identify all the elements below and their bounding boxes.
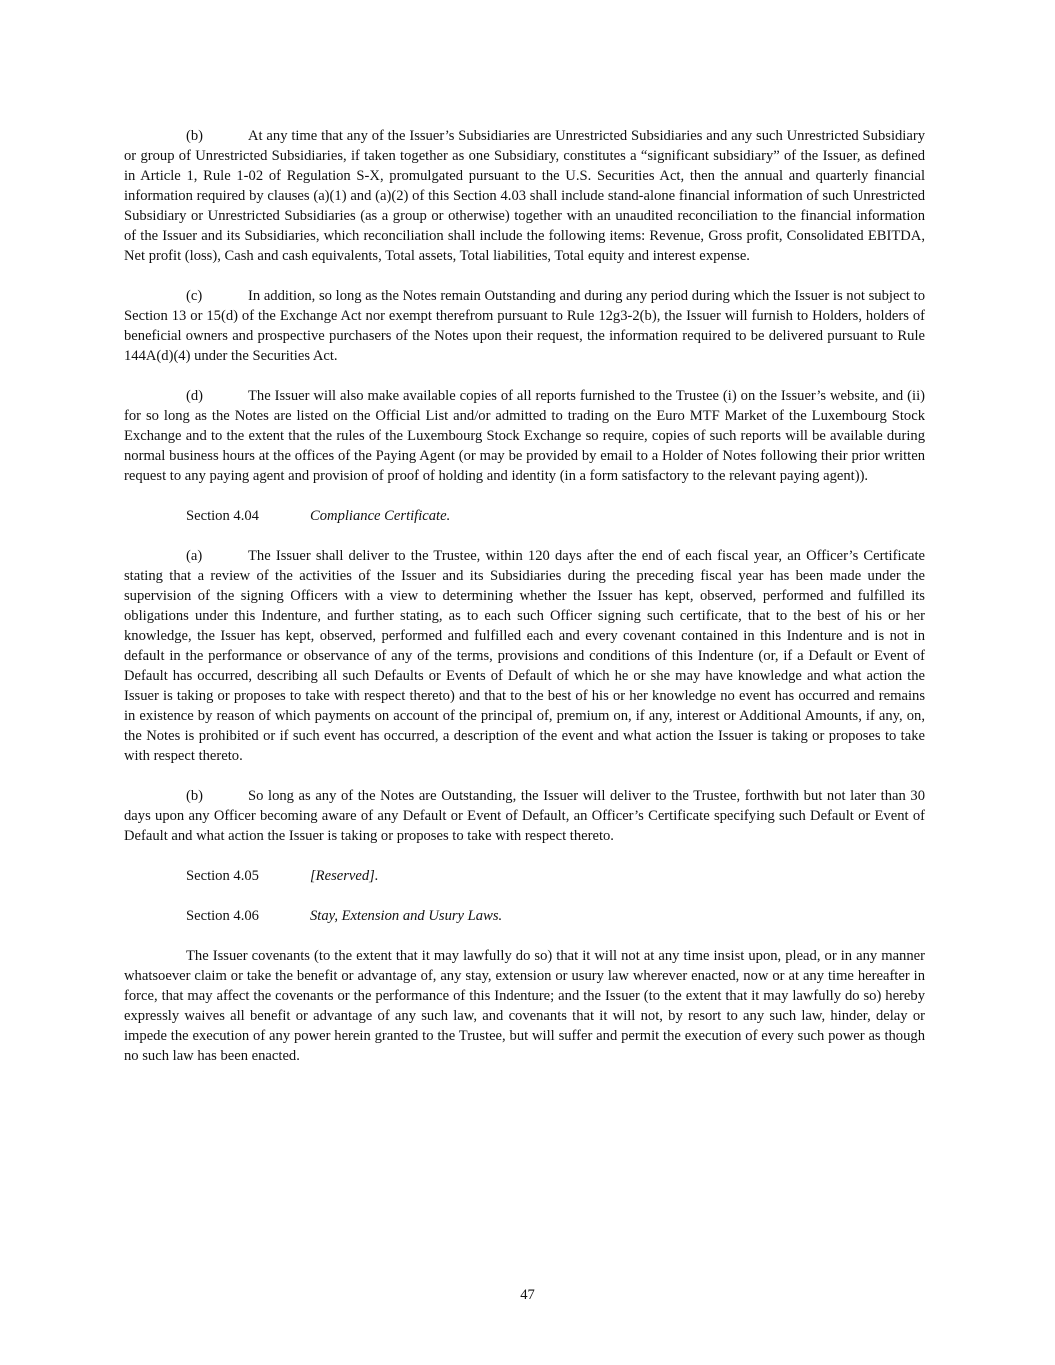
paragraph-text: So long as any of the Notes are Outstanding, the Issuer will deliver to the Trustee, forthwith but not later than 30 days upon any Officer becoming aware of any Default or Event of Default, an Officer’s Certificate specifying such Default or Event of Default and what action the Issuer is taking or proposes to take with respect thereto. bbox=[124, 788, 925, 844]
paragraph-4-06 bbox=[124, 946, 925, 1066]
paragraph-text: In addition, so long as the Notes remain Outstanding and during any period during which the Issuer is not subject to Section 13 or 15(d) of the Exchange Act nor exempt therefrom pursuant to Rule 12g3-2(b), the Issuer will furnish to Holders, holders of beneficial owners and prospective purchasers of the Notes upon their request, the information required to be delivered pursuant to Rule 144A(d)(4) under the Securities Act. bbox=[124, 288, 925, 364]
paragraph-4-03-b bbox=[124, 126, 925, 266]
paragraph-4-04-b bbox=[124, 786, 925, 846]
paragraph-text: The Issuer shall deliver to the Trustee, within 120 days after the end of each fiscal year, an Officer’s Certificate stating that a review of the activities of the Issuer and its Subsidiaries during the preceding fiscal year has been made under the supervision of the signing Officers with a view to determining whether the Issuer has kept, observed, performed and fulfilled its obligations under this Indenture, and further stating, as to each such Officer signing such certificate, that to the best of his or her knowledge, the Issuer has kept, observed, performed and fulfilled each and every covenant contained in this Indenture and is not in default in the performance or observance of any of the terms, provisions and conditions of this Indenture (or, if a Default or Event of Default has occurred, describing all such Defaults or Events of Default of which he or she may have knowledge and what action the Issuer is taking or proposes to take with respect thereto) and that to the best of his or her knowledge no event has occurred and remains in existence by reason of which payments on account of the principal of, premium on, if any, interest or Additional Amounts, if any, on, the Notes is prohibited or if such event has occurred, a description of the event and what action the Issuer is taking or proposes to take with respect thereto. bbox=[124, 548, 925, 764]
paragraph-marker: (a) bbox=[186, 548, 203, 564]
paragraph-text: At any time that any of the Issuer’s Subsidiaries are Unrestricted Subsidiaries and any such Unrestricted Subsidiary or group of Unrestricted Subsidiaries, if taken together as one Subsidiary, constitutes a “significant subsidiary” of the Issuer, as defined in Article 1, Rule 1-02 of Regulation S-X, promulgated pursuant to the U.S. Securities Act, then the annual and quarterly financial information required by clauses (a)(1) and (a)(2) of this Section 4.03 shall include stand-alone financial information of such Unrestricted Subsidiary or Unrestricted Subsidiaries (as a group or otherwise) together with an unaudited reconciliation to the financial information of the Issuer and its Subsidiaries, which reconciliation shall include the following items: Revenue, Gross profit, Consolidated EBITDA, Net profit (loss), Cash and cash equivalents, Total assets, Total liabilities, Total equity and interest expense. bbox=[124, 128, 925, 264]
section-heading-4-04 bbox=[186, 506, 925, 526]
document-page bbox=[124, 126, 925, 1066]
section-title: Stay, Extension and Usury Laws. bbox=[310, 908, 503, 924]
paragraph-4-04-a bbox=[124, 546, 925, 766]
section-heading-4-06 bbox=[186, 906, 925, 926]
section-title: [Reserved]. bbox=[310, 868, 379, 884]
paragraph-text: The Issuer covenants (to the extent that it may lawfully do so) that it will not at any time insist upon, plead, or in any manner whatsoever claim or take the benefit or advantage of, any stay, extension or usury law wherever enacted, now or at any time hereafter in force, that may affect the covenants or the performance of this Indenture; and the Issuer (to the extent that it may lawfully do so) hereby expressly waives all benefit or advantage of any such law, and covenants that it will not, by resort to any such law, hinder, delay or impede the execution of any power herein granted to the Trustee, but will suffer and permit the execution of every such power as though no such law has been enacted. bbox=[124, 948, 925, 1064]
section-heading-4-05 bbox=[186, 866, 925, 886]
paragraph-marker: (c) bbox=[186, 288, 203, 304]
paragraph-marker: (b) bbox=[186, 788, 204, 804]
paragraph-4-03-d bbox=[124, 386, 925, 486]
paragraph-text: The Issuer will also make available copies of all reports furnished to the Trustee (i) on the Issuer’s website, and (ii) for so long as the Notes are listed on the Official List and/or admitted to trading on the Euro MTF Market of the Luxembourg Stock Exchange and to the extent that the rules of the Luxembourg Stock Exchange so require, copies of such reports will be available during normal business hours at the offices of the Paying Agent (or may be provided by email to a Holder of Notes following their prior written request to any paying agent and provision of proof of holding and identity (in a form satisfactory to the relevant paying agent)). bbox=[124, 388, 925, 484]
page-number: 47 bbox=[520, 1287, 535, 1303]
section-title: Compliance Certificate. bbox=[310, 508, 451, 524]
paragraph-marker: (d) bbox=[186, 388, 204, 404]
section-number: Section 4.06 bbox=[186, 908, 259, 924]
section-number: Section 4.04 bbox=[186, 508, 259, 524]
paragraph-marker: (b) bbox=[186, 128, 204, 144]
paragraph-4-03-c bbox=[124, 286, 925, 366]
section-number: Section 4.05 bbox=[186, 868, 259, 884]
